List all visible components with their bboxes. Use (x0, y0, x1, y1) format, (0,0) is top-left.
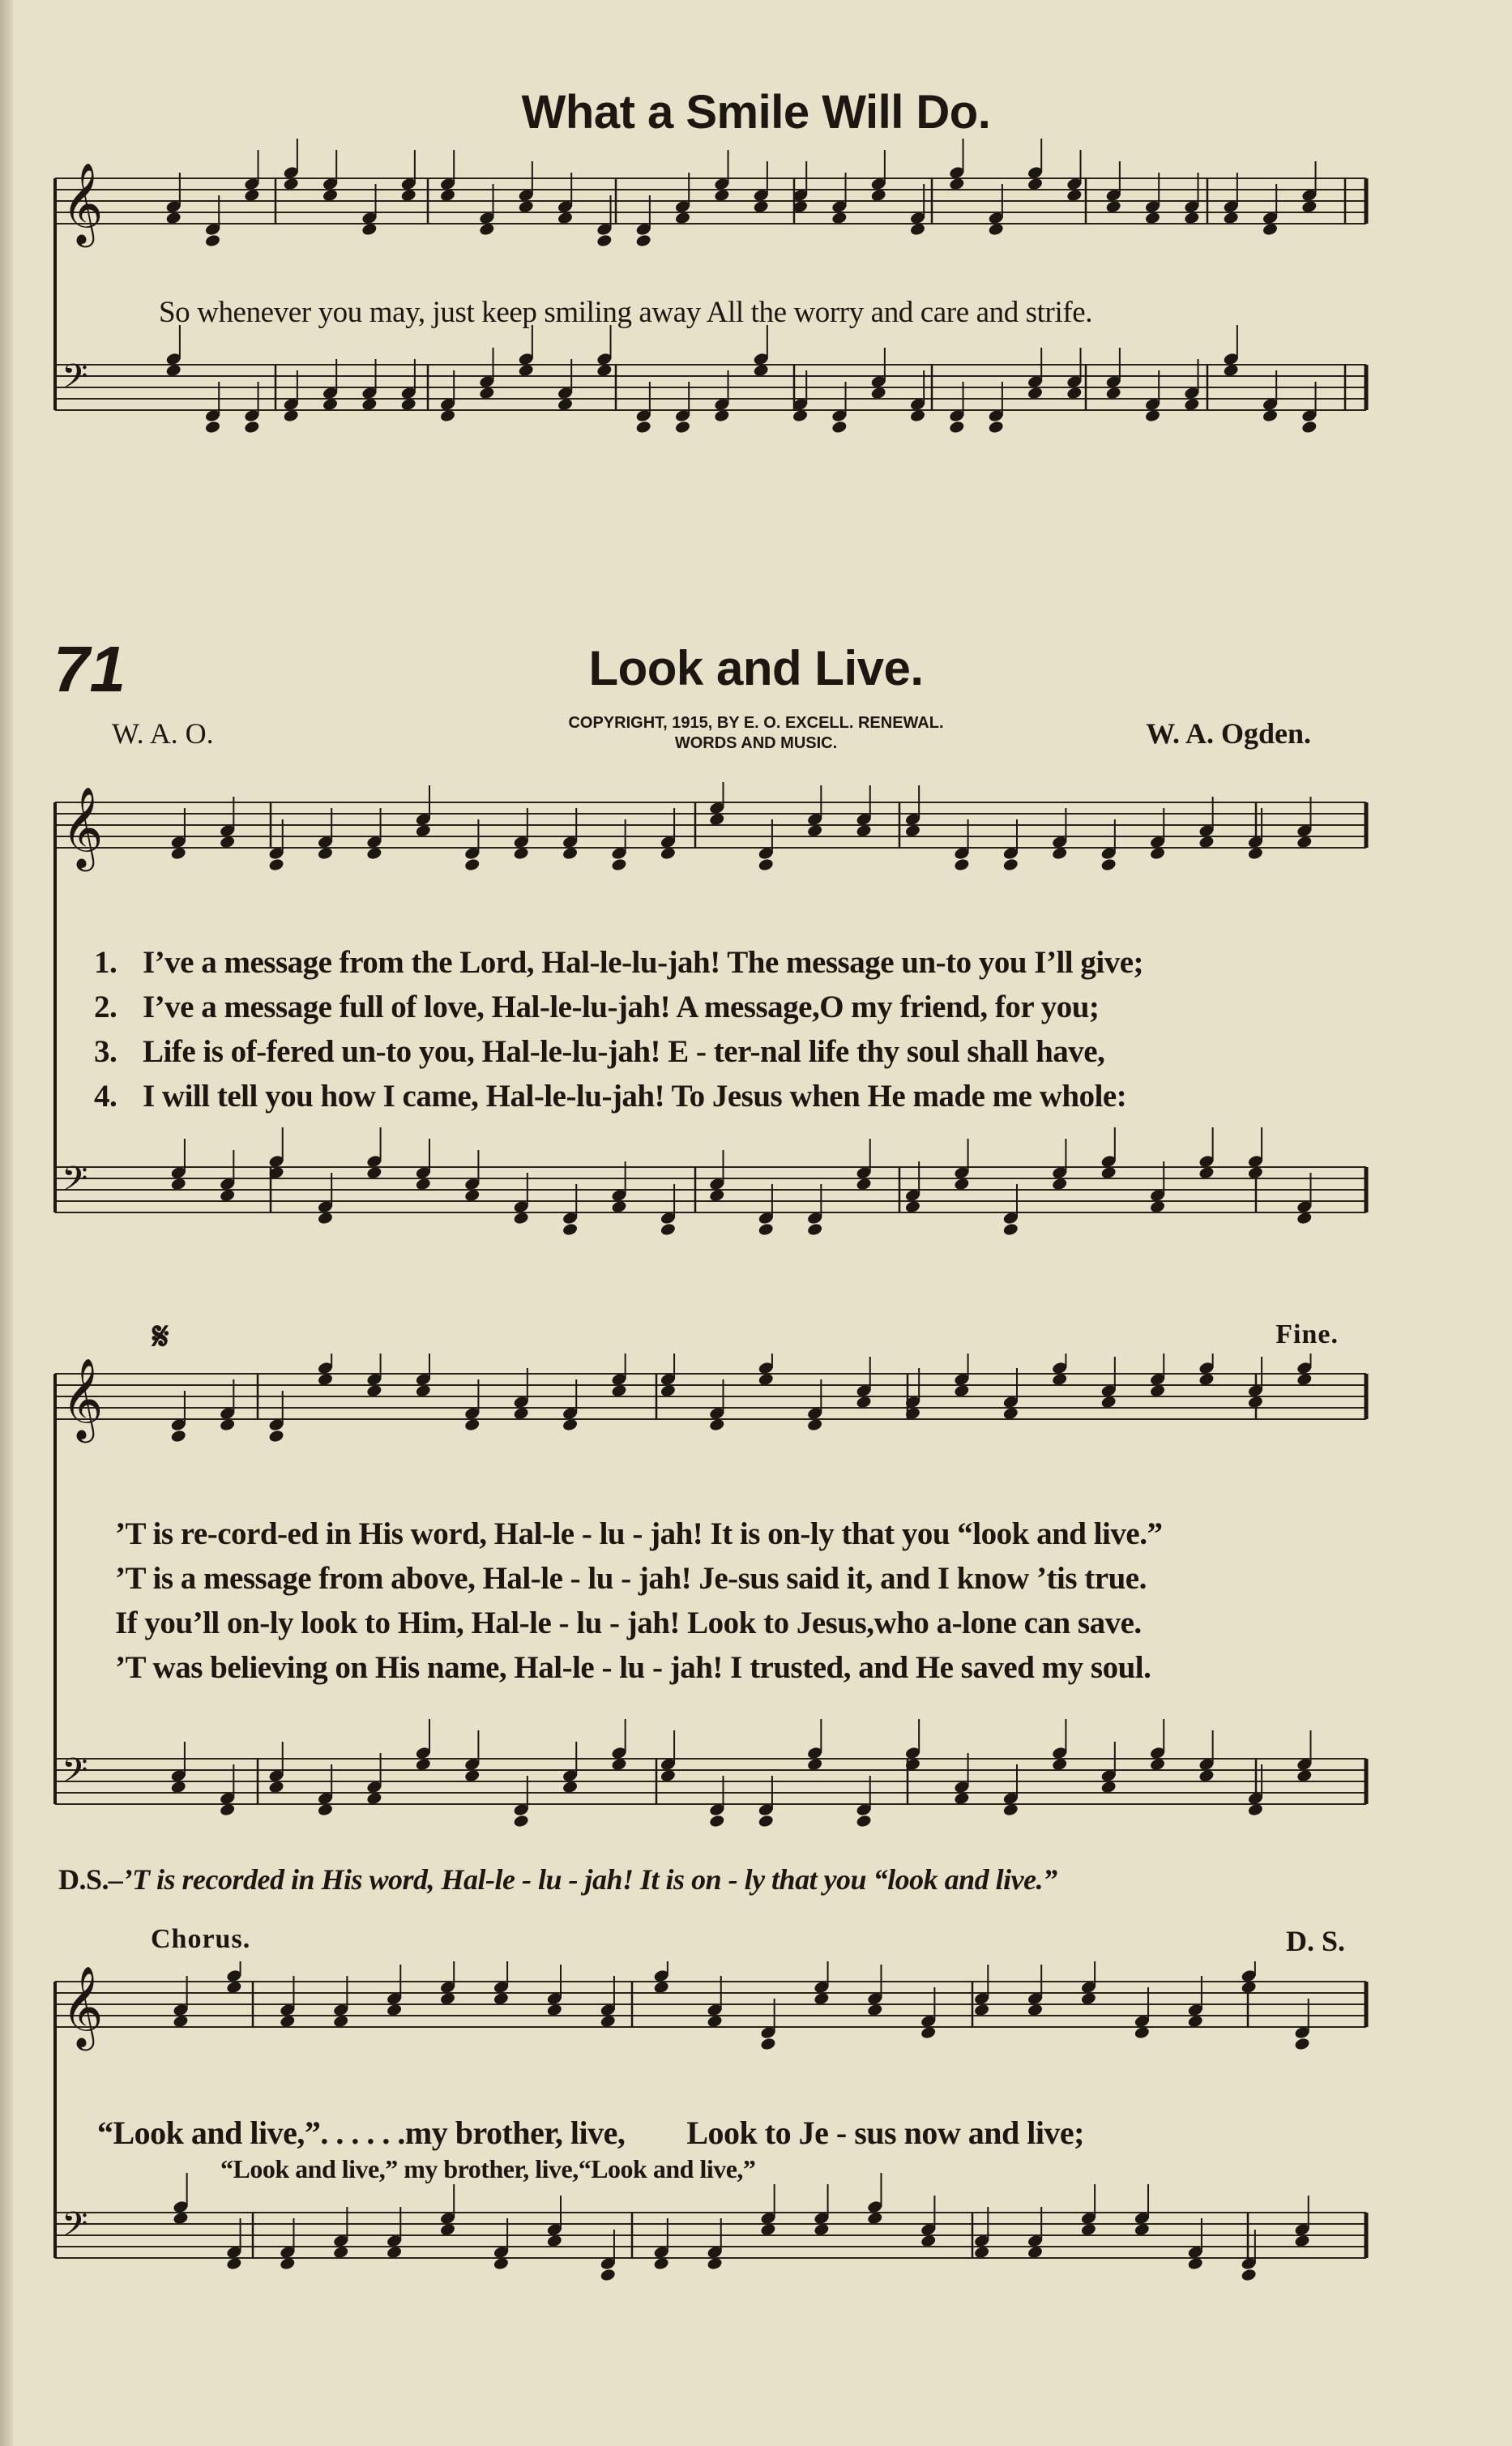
note-head (635, 420, 652, 434)
note-head (1100, 857, 1117, 872)
note-head (660, 1222, 677, 1237)
bass-clef-icon: 𝄢 (62, 1158, 88, 1207)
note-head (170, 1429, 187, 1443)
verse-line-2 (94, 989, 1099, 1025)
note-head (708, 1814, 725, 1828)
note-head (988, 420, 1005, 434)
copyright-line-2: WORDS AND MUSIC. (674, 734, 838, 752)
verse-text: I’ve a message from the Lord, Hal-le-lu-jah! The message un-to you I’ll give; (143, 945, 1144, 980)
note-head (1002, 1222, 1019, 1237)
verse-line-3 (94, 1033, 1104, 1070)
note-head (674, 420, 691, 434)
bass-clef-icon: 𝄢 (62, 1750, 88, 1798)
note-head (806, 1222, 823, 1237)
note-head (611, 857, 628, 872)
note-head (758, 1222, 775, 1237)
verse-line-4 (94, 1078, 1126, 1114)
chorus-lyric-alt: “Look and live,” my brother, live,“Look and live,” (220, 2154, 756, 2183)
hymn-author: W. A. O. (112, 717, 214, 750)
bass-clef-icon: 𝄢 (62, 356, 88, 404)
segno-sign: 𝄋 (152, 1315, 169, 1358)
note-head (1301, 420, 1318, 434)
refrain-line-2: ’T is a message from above, Hal-le - lu - jah! Je-sus said it, and I know ’tis true. (115, 1561, 1147, 1596)
treble-clef-icon: 𝄞 (62, 1965, 104, 2047)
verse-text: I will tell you how I came, Hal-le-lu-jah! To Jesus when He made me whole: (143, 1079, 1127, 1114)
note-head (758, 857, 775, 872)
note-head (562, 1222, 579, 1237)
note-head (1294, 2037, 1311, 2051)
note-head (204, 233, 221, 248)
note-head (1002, 857, 1019, 872)
copyright-line-1: COPYRIGHT, 1915, BY E. O. EXCELL. RENEWAL. (568, 714, 944, 732)
note-head (954, 857, 971, 872)
ds-lyric: –’T is recorded in His word, Hal-le - lu - jah! It is on - ly that you “look and live.” (109, 1863, 1057, 1896)
note-head (1241, 2268, 1258, 2282)
note-head (856, 1814, 873, 1828)
note-head (600, 2268, 617, 2282)
note-head (760, 2037, 777, 2051)
chorus-lyric: “Look and live,”. . . . . .my brother, live, Look to Je - sus now and live; (97, 2115, 1085, 2151)
verse-number: 4. (94, 1079, 117, 1114)
note-head (758, 1814, 775, 1828)
note-head (268, 857, 285, 872)
dal-segno-text (58, 1862, 1057, 1897)
note-head (268, 1429, 285, 1443)
chorus-label: Chorus. (151, 1924, 251, 1954)
hymn-composer: W. A. Ogden. (1146, 717, 1311, 750)
hymn-title: Look and Live. (588, 641, 924, 695)
staff-system-verse (0, 782, 1512, 1268)
note-head (949, 420, 966, 434)
ds-label: D. S. (1285, 1925, 1345, 1957)
verse-text: I’ve a message full of love, Hal-le-lu-jah! A message,O my friend, for you; (143, 990, 1100, 1024)
treble-clef-icon: 𝄞 (62, 162, 104, 244)
verse-number: 2. (94, 990, 117, 1024)
verse-number: 1. (94, 945, 117, 980)
bass-clef-icon: 𝄢 (62, 2204, 88, 2252)
hymn-number: 71 (53, 633, 126, 705)
previous-hymn-lyric: So whenever you may, just keep smiling away All the worry and care and strife. (159, 296, 1093, 329)
note-head (244, 420, 261, 434)
verse-text: Life is of-fered un-to you, Hal-le-lu-jah! E - ter-nal life thy soul shall have, (143, 1034, 1105, 1069)
treble-clef-icon: 𝄞 (62, 786, 104, 868)
note-head (635, 233, 652, 248)
note-head (513, 1814, 530, 1828)
note-head (463, 857, 481, 872)
refrain-line-3: If you’ll on-ly look to Him, Hal-le - lu - jah! Look to Jesus,who a-lone can save. (115, 1606, 1142, 1640)
note-head (596, 233, 613, 248)
note-head (831, 420, 848, 434)
verse-number: 3. (94, 1034, 117, 1069)
ds-prefix: D.S. (58, 1863, 109, 1896)
verse-line-1 (94, 944, 1143, 981)
treble-clef-icon: 𝄞 (62, 1358, 104, 1439)
note-head (204, 420, 221, 434)
previous-hymn-title: What a Smile Will Do. (521, 86, 991, 139)
refrain-line-1: ’T is re-cord-ed in His word, Hal-le - lu - jah! It is on-ly that you “look and live.” (115, 1516, 1163, 1551)
fine-marking: Fine. (1275, 1319, 1339, 1349)
refrain-line-4: ’T was believing on His name, Hal-le - lu - jah! I trusted, and He saved my soul. (115, 1650, 1151, 1685)
